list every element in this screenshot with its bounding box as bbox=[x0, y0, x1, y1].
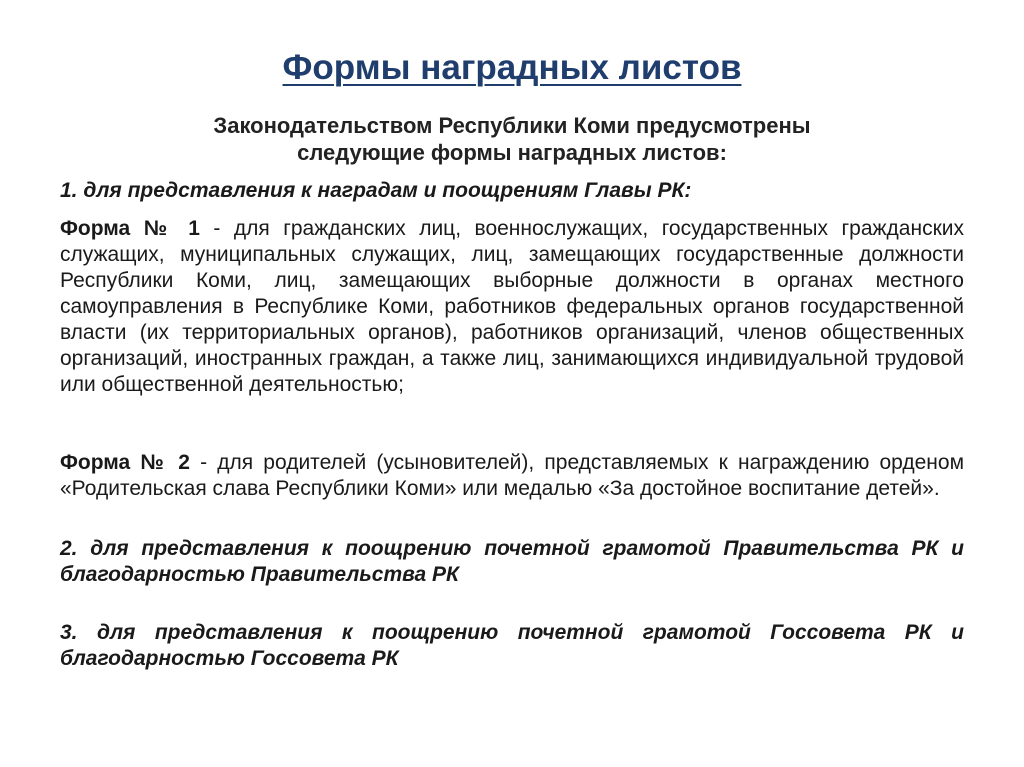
form-1-text: - для гражданских лиц, военнослужащих, государственных гражданских служащих, муниципальных служащих, лиц, замещающих государственные должности Республики Коми, лиц, замещающих выборные должности в органах местного самоуправления в Республике Коми, работников федеральных органов государственной власти (их территориальных органов), работников организаций, членов общественных организаций, иностранных граждан, а также лиц, занимающихся индивидуальной трудовой или общественной деятельностью; bbox=[60, 217, 964, 396]
list-item-2: 2. для представления к поощрению почетной грамотой Правительства РК и благодарностью Правительства РК bbox=[60, 537, 964, 586]
slide-title bbox=[0, 44, 1024, 92]
subtitle-line-2: следующие формы наградных листов: bbox=[297, 140, 727, 165]
form-2-label: Форма № 2 bbox=[60, 451, 190, 474]
subtitle-line-1: Законодательством Республики Коми предусмотрены bbox=[213, 113, 811, 138]
form-1-label: Форма № 1 bbox=[60, 217, 200, 240]
list-item-1: 1. для представления к наградам и поощрениям Главы РК: bbox=[60, 179, 692, 202]
slide-title-text: Формы наградных листов bbox=[282, 48, 742, 87]
form-2-paragraph bbox=[60, 450, 964, 502]
form-1-paragraph bbox=[60, 216, 964, 398]
form-2-text: - для родителей (усыновителей), представляемых к награждению орденом «Родительская слава Республики Коми» или медалью «За достойное воспитание детей». bbox=[60, 451, 965, 500]
slide-subtitle bbox=[80, 112, 944, 166]
list-item-3: 3. для представления к поощрению почетной грамотой Госсовета РК и благодарностью Госсовета РК bbox=[60, 621, 964, 670]
